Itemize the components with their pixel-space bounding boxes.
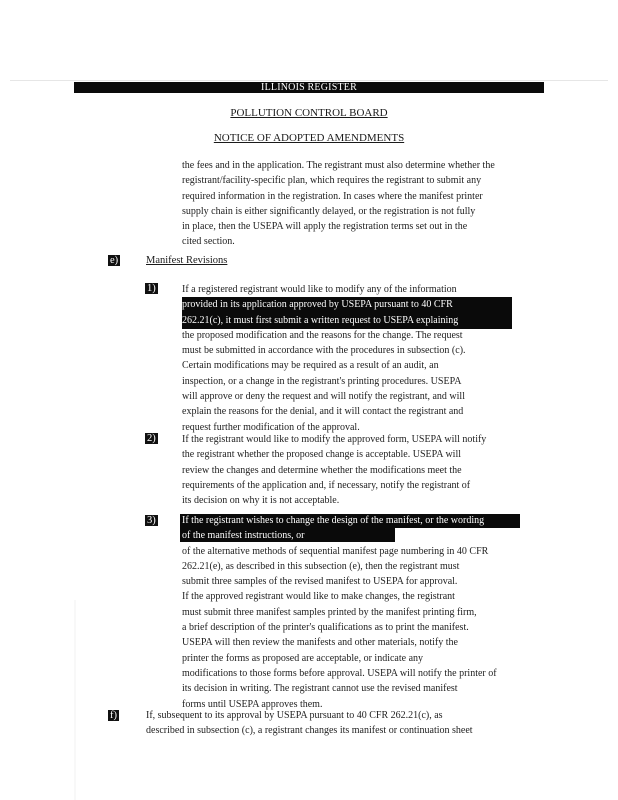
item-1-line: request further modification of the approval. [182, 421, 360, 433]
intro-line: cited section. [182, 236, 235, 248]
item-3-line: modifications to those forms before approval. USEPA will notify the printer of [182, 667, 497, 679]
item-f-line: If, subsequent to its approval by USEPA pursuant to 40 CFR 262.21(c), as [146, 710, 443, 721]
section-e-label: e) [110, 255, 119, 266]
intro-line: required information in the registration. In cases where the manifest printer [182, 190, 483, 202]
item-1-line: will approve or deny the request and will notify the registrant, and will [182, 391, 465, 403]
item-1-paragraph [182, 282, 542, 435]
intro-line: the fees and in the application. The registrant must also determine whether the [182, 160, 495, 171]
item-3-line: submit three samples of the revised manifest to USEPA for approval. [182, 576, 458, 588]
item-3-line: its decision in writing. The registrant cannot use the revised manifest [182, 683, 458, 695]
notice-title: NOTICE OF ADOPTED AMENDMENTS [213, 132, 405, 144]
item-3-line: of the alternative methods of sequential manifest page numbering in 40 CFR [182, 545, 489, 557]
item-1-line: the proposed modification and the reasons for the change. The request [182, 329, 463, 341]
item-1-line: inspection, or a change in the registrant's printing procedures. USEPA [182, 375, 462, 387]
item-3-line: If the registrant wishes to change the design of the manifest, or the wording [182, 515, 485, 526]
intro-line: in place, then the USEPA will apply the registration terms set out in the [182, 221, 468, 233]
item-3-line: forms until USEPA approves them. [182, 698, 323, 710]
item-1-line: If a registered registrant would like to modify any of the information [182, 284, 457, 295]
item-3-line: 262.21(e), as described in this subsection (e), then the registrant must [182, 560, 460, 572]
item-2-line: its decision on why it is not acceptable. [182, 495, 340, 507]
item-3-paragraph [182, 513, 542, 712]
intro-line: registrant/facility-specific plan, which requires the registrant to submit any [182, 175, 482, 187]
item-3-line: of the manifest instructions, or [182, 530, 305, 542]
item-3-label: 3) [147, 515, 156, 526]
item-3-line: printer the forms as proposed are acceptable, or indicate any [182, 652, 424, 664]
board-title: POLLUTION CONTROL BOARD [230, 107, 388, 119]
item-3-line: a brief description of the printer's qualifications as to print the manifest. [182, 622, 469, 634]
item-1-line: Certain modifications may be required as a result of an audit, an [182, 360, 439, 372]
item-1-line: must be submitted in accordance with the procedures in subsection (c). [182, 345, 466, 357]
register-header: ILLINOIS REGISTER [74, 82, 544, 93]
item-1-line: explain the reasons for the denial, and it will contact the registrant and [182, 406, 464, 418]
item-3-line: USEPA will then review the manifests and other materials, notify the [182, 637, 458, 649]
item-f-label: f) [110, 710, 117, 721]
item-2-paragraph [182, 432, 542, 508]
item-f-paragraph [146, 708, 542, 739]
item-1-label: 1) [147, 283, 156, 294]
section-e-title: Manifest Revisions [146, 255, 228, 266]
intro-paragraph [182, 158, 542, 250]
item-2-line: the registrant whether the proposed change is acceptable. USEPA will [182, 449, 461, 461]
scan-edge-line [10, 80, 608, 81]
item-1-line: 262.21(c), it must first submit a written request to USEPA explaining [182, 314, 459, 326]
item-f-line: described in subsection (c), a registrant changes its manifest or continuation sheet [146, 725, 473, 737]
item-3-line: If the approved registrant would like to make changes, the registrant [182, 591, 455, 603]
item-2-line: If the registrant would like to modify the approved form, USEPA will notify [182, 434, 487, 445]
item-2-line: review the changes and determine whether the modifications meet the [182, 464, 462, 476]
intro-line: supply chain is either significantly delayed, or the registration is not fully [182, 205, 476, 217]
item-2-label: 2) [147, 433, 156, 444]
item-1-line: provided in its application approved by USEPA pursuant to 40 CFR [182, 299, 453, 311]
item-2-line: requirements of the application and, if necessary, notify the registrant of [182, 479, 471, 491]
item-3-line: must submit three manifest samples printed by the manifest printing firm, [182, 606, 477, 618]
